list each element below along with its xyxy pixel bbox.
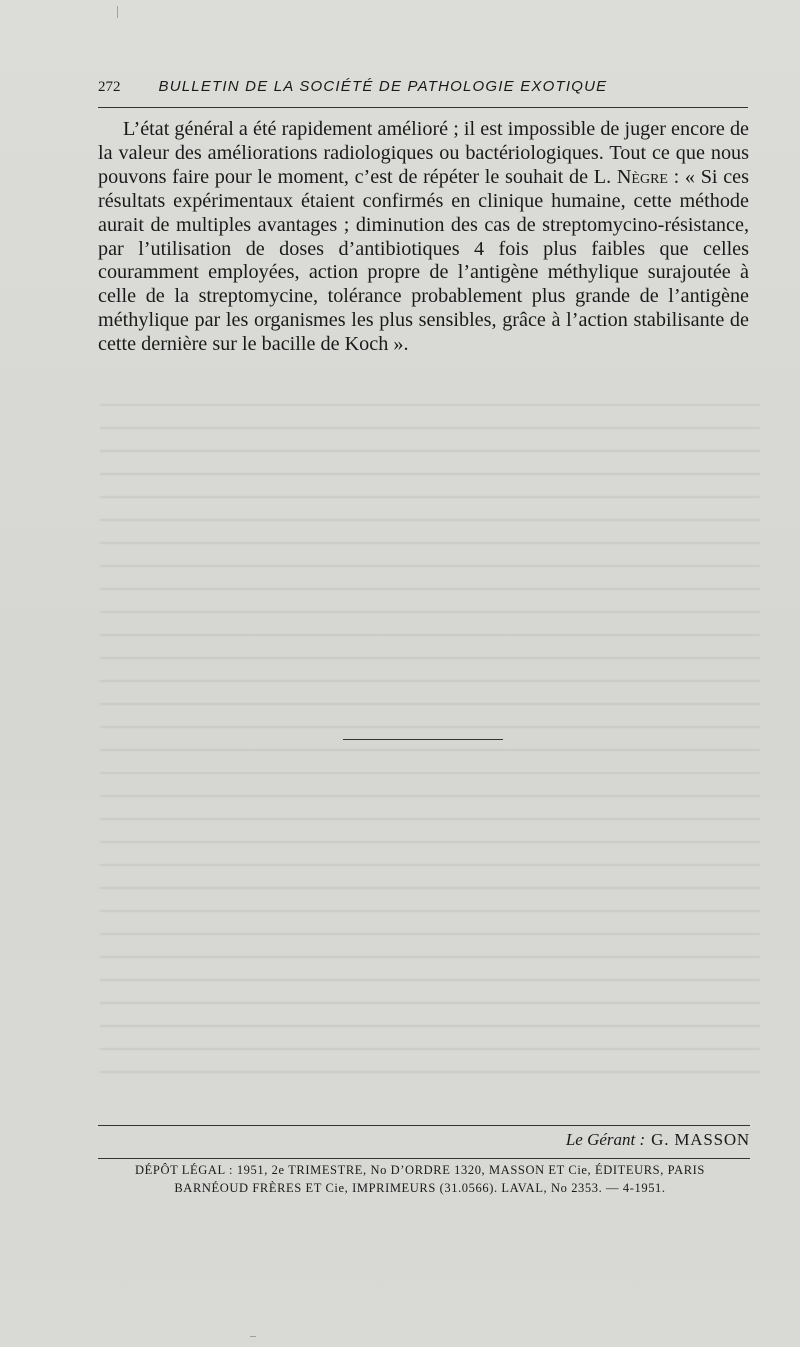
running-head: BULLETIN DE LA SOCIÉTÉ DE PATHOLOGIE EXOTIQUE [158, 78, 608, 95]
header-rule [98, 107, 748, 108]
page-header [98, 78, 748, 108]
footer-rule [98, 1125, 750, 1126]
print-speck [250, 1336, 256, 1337]
body-text-part1: L’état général a été rapidement amélioré ; il est impossible de juger encore de la valeur des améliorations radiologiques ou bactériologiques. Tout ce que nous pouvons faire pour le moment, c’est de répéter le souhait de L. [98, 118, 749, 188]
imprint-rule [98, 1158, 750, 1159]
section-divider [343, 739, 503, 740]
imprint-line-2: BARNÉOUD FRÈRES ET Cie, IMPRIMEURS (31.0566). LAVAL, No 2353. — 4-1951. [174, 1181, 666, 1195]
show-through-text [100, 390, 760, 1090]
body-text-part2: : « Si ces résultats expérimentaux étaient confirmés en clinique humaine, cette méthode aurait de multiples avantages ; diminution des cas de streptomycino-résistance, par l’utilisation de doses d’antibiotiques 4 fois plus faibles que celles couramment employées, action propre de l’antigène méthylique surajoutée à celle de la streptomycine, tolérance probablement plus grande de l’antigène méthylique par les organismes les plus sensibles, grâce à l’action stabilisante de cette dernière sur le bacille de Koch ». [98, 165, 749, 356]
print-speck [117, 6, 118, 18]
gerant-name: G. MASSON [651, 1130, 750, 1149]
body-paragraph [98, 118, 749, 357]
page-number: 272 [98, 79, 121, 95]
gerant-line [566, 1127, 750, 1153]
gerant-role: Le Gérant : [565, 1130, 646, 1149]
author-name: Nègre [616, 165, 668, 188]
imprint-line-1: DÉPÔT LÉGAL : 1951, 2e TRIMESTRE, No D’ORDRE 1320, MASSON ET Cie, ÉDITEURS, PARIS [135, 1163, 705, 1177]
legal-imprint [100, 1161, 740, 1197]
